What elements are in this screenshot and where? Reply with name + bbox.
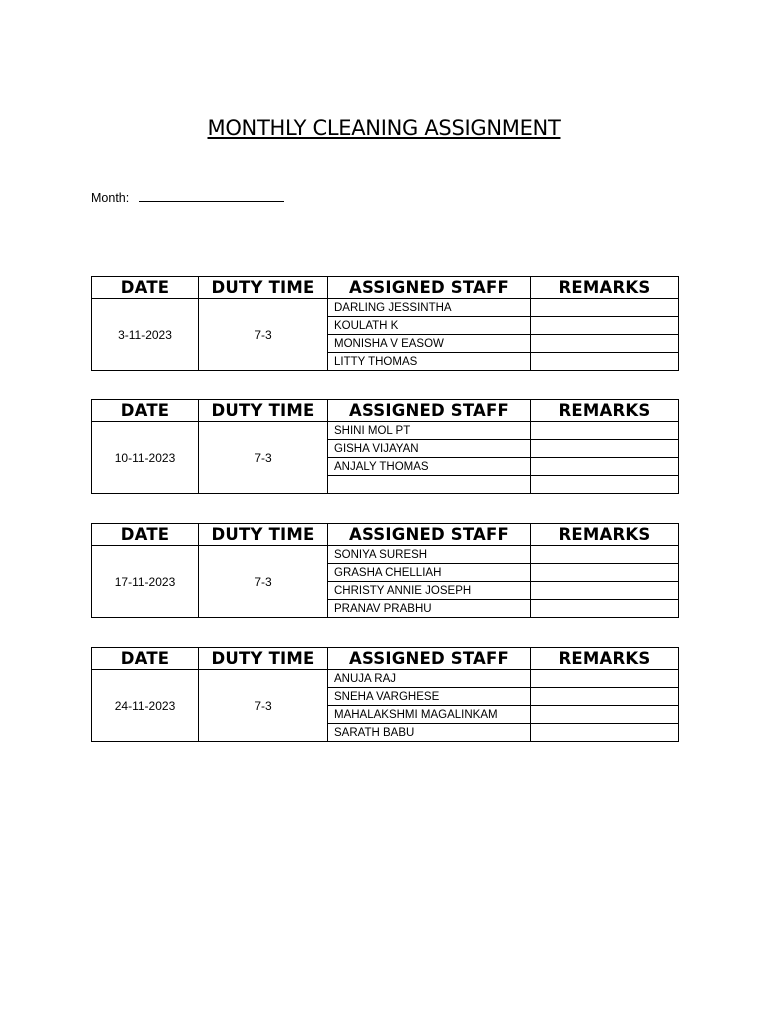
date-cell: 3-11-2023 — [92, 299, 199, 371]
staff-cell: ANUJA RAJ — [328, 670, 531, 688]
remarks-cell — [531, 706, 679, 724]
remarks-cell — [531, 422, 679, 440]
remarks-cell — [531, 600, 679, 618]
staff-cell: MONISHA V EASOW — [328, 335, 531, 353]
header-remarks: REMARKS — [531, 400, 679, 422]
header-assigned-staff: ASSIGNED STAFF — [328, 648, 531, 670]
table-row — [92, 546, 679, 564]
staff-cell: CHRISTY ANNIE JOSEPH — [328, 582, 531, 600]
staff-cell — [328, 476, 531, 494]
staff-cell: SNEHA VARGHESE — [328, 688, 531, 706]
staff-cell: PRANAV PRABHU — [328, 600, 531, 618]
assignment-table — [91, 647, 679, 742]
date-cell: 24-11-2023 — [92, 670, 199, 742]
header-date: DATE — [92, 277, 199, 299]
remarks-cell — [531, 353, 679, 371]
remarks-cell — [531, 476, 679, 494]
header-duty-time: DUTY TIME — [199, 524, 328, 546]
date-cell: 10-11-2023 — [92, 422, 199, 494]
header-assigned-staff: ASSIGNED STAFF — [328, 277, 531, 299]
remarks-cell — [531, 670, 679, 688]
table-row — [92, 299, 679, 317]
duty-time-cell: 7-3 — [199, 299, 328, 371]
header-assigned-staff: ASSIGNED STAFF — [328, 400, 531, 422]
remarks-cell — [531, 564, 679, 582]
month-field — [91, 189, 284, 205]
duty-time-cell: 7-3 — [199, 670, 328, 742]
remarks-cell — [531, 546, 679, 564]
staff-cell: ANJALY THOMAS — [328, 458, 531, 476]
header-date: DATE — [92, 524, 199, 546]
staff-cell: SHINI MOL PT — [328, 422, 531, 440]
header-date: DATE — [92, 400, 199, 422]
remarks-cell — [531, 440, 679, 458]
header-duty-time: DUTY TIME — [199, 277, 328, 299]
header-assigned-staff: ASSIGNED STAFF — [328, 524, 531, 546]
remarks-cell — [531, 299, 679, 317]
remarks-cell — [531, 582, 679, 600]
remarks-cell — [531, 317, 679, 335]
table-header-row — [92, 277, 679, 299]
duty-time-cell: 7-3 — [199, 546, 328, 618]
remarks-cell — [531, 688, 679, 706]
assignment-table — [91, 523, 679, 618]
header-date: DATE — [92, 648, 199, 670]
staff-cell: KOULATH K — [328, 317, 531, 335]
month-label: Month: — [91, 191, 130, 205]
date-cell: 17-11-2023 — [92, 546, 199, 618]
header-remarks: REMARKS — [531, 277, 679, 299]
header-duty-time: DUTY TIME — [199, 648, 328, 670]
remarks-cell — [531, 724, 679, 742]
staff-cell: LITTY THOMAS — [328, 353, 531, 371]
staff-cell: GISHA VIJAYAN — [328, 440, 531, 458]
table-header-row — [92, 648, 679, 670]
header-duty-time: DUTY TIME — [199, 400, 328, 422]
table-header-row — [92, 524, 679, 546]
assignment-table — [91, 276, 679, 371]
month-blank-line — [139, 189, 284, 202]
staff-cell: SONIYA SURESH — [328, 546, 531, 564]
remarks-cell — [531, 335, 679, 353]
staff-cell: DARLING JESSINTHA — [328, 299, 531, 317]
table-row — [92, 422, 679, 440]
staff-cell: GRASHA CHELLIAH — [328, 564, 531, 582]
assignment-table — [91, 399, 679, 494]
header-remarks: REMARKS — [531, 524, 679, 546]
staff-cell: MAHALAKSHMI MAGALINKAM — [328, 706, 531, 724]
table-header-row — [92, 400, 679, 422]
table-row — [92, 670, 679, 688]
duty-time-cell: 7-3 — [199, 422, 328, 494]
staff-cell: SARATH BABU — [328, 724, 531, 742]
header-remarks: REMARKS — [531, 648, 679, 670]
document-title: MONTHLY CLEANING ASSIGNMENT — [207, 116, 561, 140]
remarks-cell — [531, 458, 679, 476]
